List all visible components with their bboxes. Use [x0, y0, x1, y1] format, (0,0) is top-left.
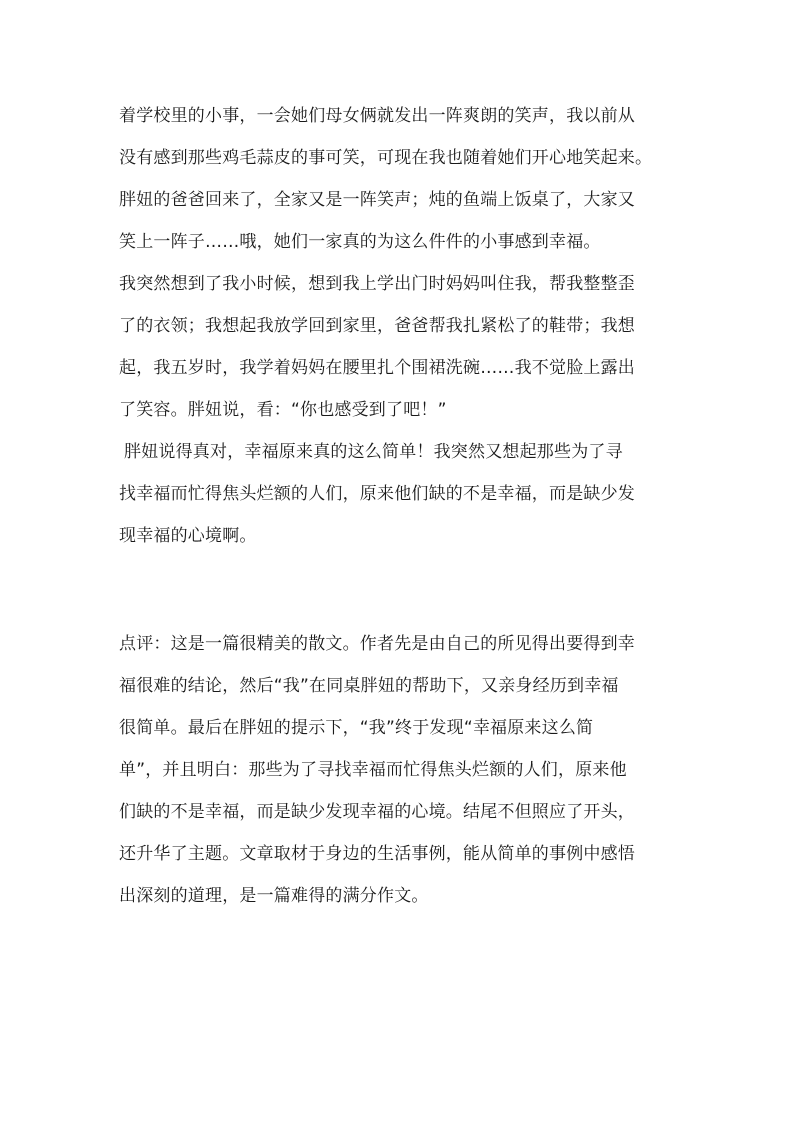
body-line: 了笑容。胖妞说，看：“你也感受到了吧！”	[119, 400, 447, 420]
body-line: 笑上一阵子……哦，她们一家真的为这么件件的小事感到幸福。	[119, 232, 601, 252]
body-line: 我突然想到了我小时候，想到我上学出门时妈妈叫住我，帮我整整歪	[119, 274, 635, 294]
comment-line: 很简单。最后在胖妞的提示下，“我”终于发现“幸福原来这么简	[119, 718, 594, 738]
body-line: 起，我五岁时，我学着妈妈在腰里扎个围裙洗碗……我不觉脸上露出	[119, 358, 635, 378]
comment-line: 还升华了主题。文章取材于身边的生活事例，能从简单的事例中感悟	[119, 844, 635, 864]
body-line: 没有感到那些鸡毛蒜皮的事可笑，可现在我也随着她们开心地笑起来。	[119, 148, 653, 168]
body-line: 找幸福而忙得焦头烂额的人们，原来他们缺的不是幸福，而是缺少发	[119, 484, 635, 504]
comment-line: 们缺的不是幸福，而是缺少发现幸福的心境。结尾不但照应了开头，	[119, 802, 635, 822]
body-line: 着学校里的小事，一会她们母女俩就发出一阵爽朗的笑声，我以前从	[119, 106, 635, 126]
comment-line: 单”，并且明白：那些为了寻找幸福而忙得焦头烂额的人们，原来他	[119, 760, 627, 780]
body-line: 胖妞说得真对，幸福原来真的这么简单！我突然又想起那些为了寻	[124, 442, 623, 462]
comment-line: 点评：这是一篇很精美的散文。作者先是由自己的所见得出要得到幸	[119, 634, 635, 654]
body-line: 胖妞的爸爸回来了，全家又是一阵笑声；炖的鱼端上饭桌了，大家又	[119, 190, 635, 210]
body-line: 现幸福的心境啊。	[119, 526, 257, 546]
comment-line: 出深刻的道理，是一篇难得的满分作文。	[119, 886, 429, 906]
body-line: 了的衣领；我想起我放学回到家里，爸爸帮我扎紧松了的鞋带；我想	[119, 316, 635, 336]
comment-line: 福很难的结论，然后“我”在同桌胖妞的帮助下，又亲身经历到幸福	[119, 676, 619, 696]
